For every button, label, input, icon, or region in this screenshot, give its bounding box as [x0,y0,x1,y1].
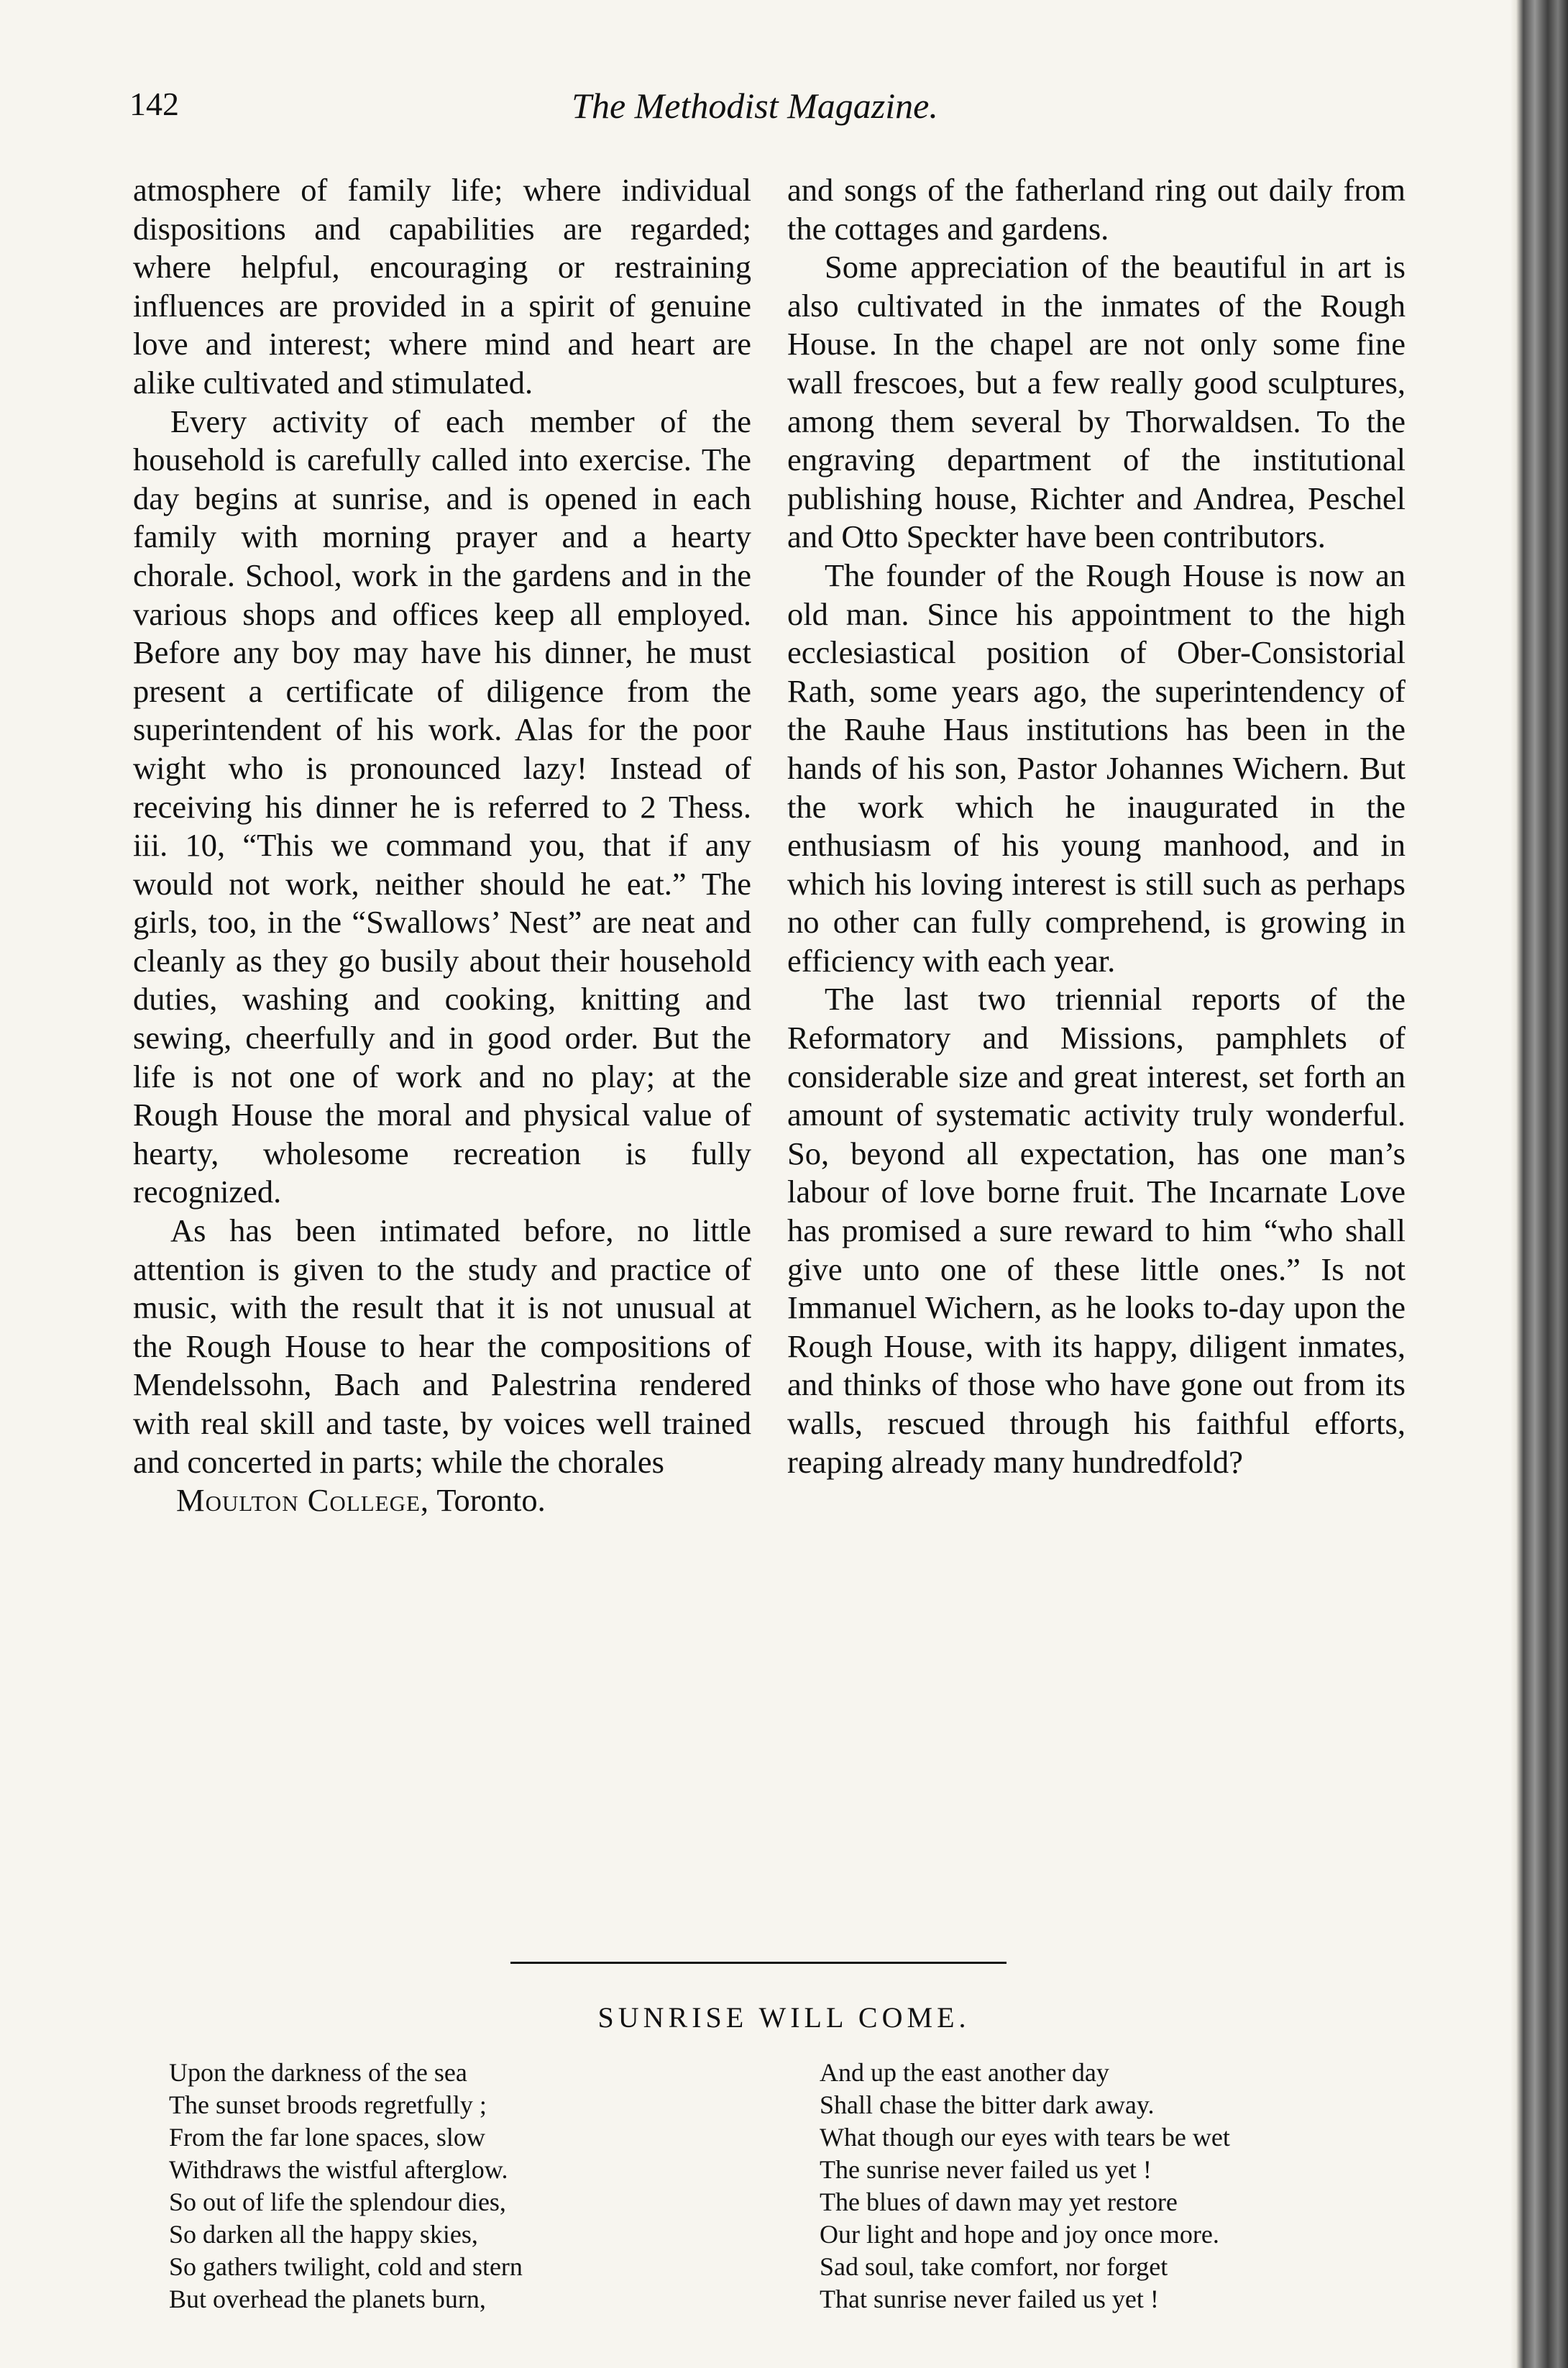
signature-institution: Moulton College, [176,1482,430,1519]
poem-line: That sunrise never failed us yet ! [820,2285,1159,2313]
paragraph: As has been intimated before, no little attention is given to the study and practice of music, with the result that it is not unusual at the Rough House to hear the compositions of Mendelssohn, Bach and Palestrina rendered with real skill and taste, by voices well trained and concerted in parts; while the chorales [133,1212,751,1480]
poem-line: Our light and hope and joy once more. [820,2220,1219,2249]
journal-title: The Methodist Magazine. [572,86,938,126]
paragraph: Some appreciation of the beautiful in art is also cultivated in the inmates of the Rough House. In the chapel are not only some fine wall frescoes, but a few really good sculptures, among them several by Thorwaldsen. To the engraving department of the institutional publishing house, Richter and Andrea, Peschel and Otto Speckter have been contributors. [787,249,1406,555]
author-signature [133,1481,751,1520]
signature-city: Toronto. [436,1482,546,1519]
paragraph: The last two triennial reports of the Reformatory and Missions, pamphlets of considerable size and great interest, set forth an amount of systematic activity truly wonderful. So, beyond all expectation, has one man’s labour of love borne fruit. The Incarnate Love has promised a sure reward to him “who shall give unto one of these little ones.” Is not Immanuel Wichern, as he looks to-day upon the Rough House, with its happy, diligent inmates, and thinks of those who have gone out from its walls, rescued through his faithful efforts, reaping already many hundredfold? [787,981,1406,1480]
section-divider [510,1962,1007,1964]
paragraph: The founder of the Rough House is now an old man. Since his appointment to the high ecclesiastical position of Ober-Consistorial Rath, some years ago, the superintendency of the Rauhe Haus institutions has been in the hands of his son, Pastor Johannes Wichern. But the work which he inaugurated in the enthusiasm of his young manhood, and in which his loving interest is still such as perhaps no other can fully comprehend, is growing in efficiency with each year. [787,557,1406,979]
poem-line: And up the east another day [820,2058,1109,2087]
poem-line: From the far lone spaces, slow [169,2123,485,2152]
poem-line: So gathers twilight, cold and stern [169,2252,523,2281]
poem-line: So out of life the splendour dies, [169,2188,506,2216]
page-header [122,85,1388,135]
poem-stanza-right [820,2057,1409,2316]
right-column [787,171,1406,1481]
poem-line: Sad soul, take comfort, nor forget [820,2252,1168,2281]
paragraph: and songs of the fatherland ring out daily from the cottages and gardens. [787,172,1406,247]
poem-line: The blues of dawn may yet restore [820,2188,1178,2216]
poem-line: Shall chase the bitter dark away. [820,2090,1155,2119]
poem-line: So darken all the happy skies, [169,2220,478,2249]
page-number: 142 [129,86,179,122]
poem-title: SUNRISE WILL COME. [597,2001,971,2034]
poem-line: Withdraws the wistful afterglow. [169,2155,508,2184]
left-column [133,171,751,1520]
paragraph: atmosphere of family life; where individual dispositions and capabilities are regarded; where helpful, encouraging or restraining influences are provided in a spirit of genuine love and interest; where mind and heart are alike cultivated and stimulated. [133,172,751,401]
poem-stanza-left [169,2057,758,2316]
poem-line: What though our eyes with tears be wet [820,2123,1230,2152]
poem-line: The sunset broods regretfully ; [169,2090,487,2119]
poem-line: But overhead the planets burn, [169,2285,486,2313]
poem-line: Upon the darkness of the sea [169,2058,467,2087]
paragraph: Every activity of each member of the household is carefully called into exercise. The day begins at sunrise, and is opened in each family with morning prayer and a hearty chorale. School, work in the gardens and in the various shops and offices keep all employed. Before any boy may have his dinner, he must present a certificate of diligence from the superintendent of his work. Alas for the poor wight who is pronounced lazy! Instead of receiving his dinner he is referred to 2 Thess. iii. 10, “This we command you, that if any would not work, neither should he eat.” The girls, too, in the “Swallows’ Nest” are neat and cleanly as they go busily about their household duties, washing and cooking, knitting and sewing, cheerfully and in good order. But the life is not one of work and no play; at the Rough House the moral and physical value of hearty, wholesome recreation is fully recognized. [133,403,751,1210]
book-spine-edge [1510,0,1568,2368]
poem-line: The sunrise never failed us yet ! [820,2155,1152,2184]
